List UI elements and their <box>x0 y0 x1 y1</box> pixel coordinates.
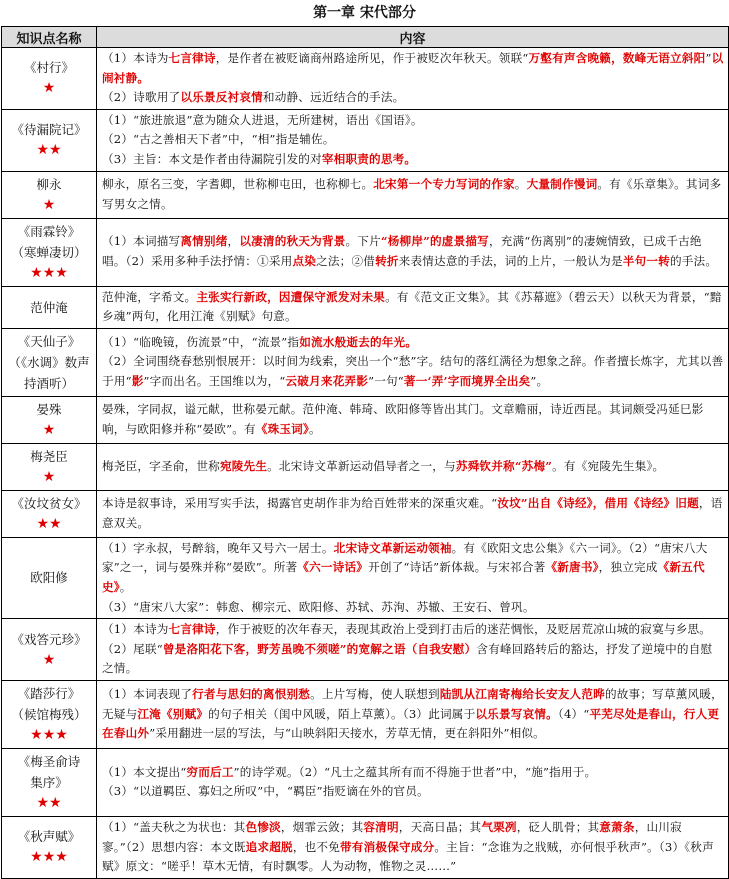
topic-name: 《汝坟贫女》 <box>11 495 87 511</box>
highlighted-text: 苏舜钦并称“苏梅” <box>455 458 553 473</box>
content-text: 开创了“诗话”新体裁。与宋祁合著 <box>368 560 546 575</box>
content-text: ”字而出名。王国维以为，“ <box>143 374 286 389</box>
topic-name-cell <box>2 490 97 537</box>
topic-name: 《秋声赋》 <box>17 829 81 845</box>
content-text: ，烟霏云敛；其 <box>280 819 364 834</box>
topic-name: （《水调》数声持酒听） <box>8 354 90 391</box>
content-text: 梅尧臣，字圣俞，世称 <box>102 458 220 473</box>
topic-name: 《待漏院记》 <box>11 122 87 138</box>
topic-name-cell <box>2 218 97 286</box>
content-text: 的手法。 <box>669 254 718 269</box>
content-text: ，独立完成 <box>598 560 658 575</box>
content-text: ，天高日晶；其 <box>398 819 482 834</box>
content-text: （3）“以道羁臣、寡妇之所叹”中，“羁臣”指贬谪在外的官员。 <box>102 784 429 799</box>
content-text: 。 <box>514 176 527 191</box>
content-text: （1）本词表现了 <box>102 687 193 702</box>
content-text: 。有《欧阳文忠公集》《六一词》。（2）“唐宋八大家”之一，词与晏殊并称“晏欧”。所著 <box>102 540 708 575</box>
content-text: 。有《宛陵先生集》。 <box>552 458 665 473</box>
highlighted-text: 《新五代史》 <box>102 560 705 594</box>
content-text: （4）“ <box>557 706 590 721</box>
topic-name-cell <box>2 537 97 618</box>
highlighted-text: 曾是洛阳花下客，野芳虽晚不须嗟”的宽解之语（自我安慰） <box>162 641 477 656</box>
highlighted-text: 《珠玉词》 <box>255 421 309 436</box>
knowledge-table <box>1 26 729 879</box>
importance-stars: ★★ <box>36 142 62 159</box>
content-text: （2）“古之善相天下者”中，“相”指是辅佐。 <box>102 132 335 147</box>
content-text: 本诗是叙事诗，采用写实手法，揭露官吏胡作非为给百姓带来的深重灾难。“ <box>102 496 498 511</box>
content-paragraph <box>102 88 724 108</box>
table-row <box>2 218 729 286</box>
topic-name: 《戏答元珍》 <box>11 631 87 647</box>
content-paragraph <box>102 111 724 131</box>
highlighted-text: 气栗冽 <box>481 819 517 834</box>
table-row <box>2 396 729 443</box>
table-row <box>2 443 729 490</box>
content-text: ，语意双关。 <box>102 496 723 530</box>
topic-name: 《天仙子》 <box>17 333 81 349</box>
importance-stars: ★ <box>42 421 56 438</box>
content-paragraph <box>102 400 724 439</box>
content-cell <box>97 109 729 171</box>
highlighted-text: 离情别绪 <box>180 234 228 249</box>
content-text: 的句子相关（闺中风暖，陌上草薰）。（3）此词属于 <box>208 706 476 721</box>
content-text: ， <box>227 234 240 249</box>
content-text: （1）本诗为 <box>102 622 169 637</box>
content-paragraph <box>102 685 724 744</box>
content-paragraph <box>102 494 724 533</box>
highlighted-text: 宰相职责的思考。 <box>321 151 417 166</box>
table-row <box>2 816 729 878</box>
content-cell <box>97 328 729 396</box>
importance-stars: ★★★ <box>30 849 68 866</box>
highlighted-text: 影 <box>131 374 144 389</box>
highlighted-text: 七言律诗 <box>168 622 216 637</box>
content-cell <box>97 286 729 328</box>
importance-stars: ★ <box>42 468 56 485</box>
topic-name: 柳永 <box>36 176 62 192</box>
content-text: ”。 <box>530 374 549 389</box>
importance-stars: ★★★ <box>30 726 68 743</box>
topic-name: （寒蝉凄切） <box>11 244 87 260</box>
content-text: （1）“盖夫秋之为状也：其 <box>102 819 246 834</box>
content-paragraph <box>102 49 724 88</box>
content-cell <box>97 48 729 110</box>
content-text: ，山川寂寥。”（2）思想内容：本文既 <box>102 819 682 854</box>
content-cell <box>97 816 729 878</box>
highlighted-text: 主张实行新政，因遭保守派发对未果 <box>196 289 386 304</box>
importance-stars: ★ <box>42 80 56 97</box>
content-text: 。有《范文正文集》。其《苏幕遮》（碧云天）以秋天为背景，“黯乡魂”两句，化用江淹《别赋》句意。 <box>102 289 722 324</box>
highlighted-text: 七言律诗 <box>168 51 216 65</box>
topic-name: 范仲淹 <box>30 299 68 315</box>
table-row <box>2 680 729 748</box>
topic-name-cell <box>2 48 97 110</box>
importance-stars: ★★ <box>36 794 62 811</box>
content-cell <box>97 619 729 681</box>
content-text: 来表情达意的手法，词的上片，一般认为是 <box>398 254 623 269</box>
content-text: （1）“旅进旅退”意为随众人进退，无所建树，语出《国语》。 <box>102 112 423 127</box>
highlighted-text: 带有消极保守成分 <box>340 839 435 854</box>
highlighted-text: 追求超脱 <box>245 839 293 854</box>
content-text: （1）本词描写 <box>102 234 181 249</box>
highlighted-text: 穷而后工 <box>186 764 234 779</box>
content-cell <box>97 443 729 490</box>
header-content: 内容 <box>97 27 729 48</box>
topic-name: 集序》 <box>30 774 68 790</box>
highlighted-text: 以乐景反衬哀情 <box>180 90 263 105</box>
highlighted-text: 以乐景写哀情。 <box>475 706 558 721</box>
topic-name-cell <box>2 443 97 490</box>
content-paragraph <box>102 232 724 271</box>
highlighted-text: 宛陵先生 <box>219 458 268 473</box>
topic-name-cell <box>2 286 97 328</box>
table-row <box>2 286 729 328</box>
highlighted-text: 以凄清的秋天为背景 <box>239 234 346 249</box>
content-text: 。北宋诗文革新运动倡导者之一，与 <box>267 458 456 473</box>
table-row <box>2 109 729 171</box>
highlighted-text: 北宋诗文革新运动领袖 <box>333 540 452 555</box>
highlighted-text: 云破月来花弄影 <box>285 374 369 389</box>
topic-name: 《雨霖铃》 <box>17 223 81 239</box>
topic-name-cell <box>2 816 97 878</box>
topic-name: 晏殊 <box>36 401 62 417</box>
content-paragraph <box>102 620 724 679</box>
content-text: （3）“唐宋八大家”：韩愈、柳宗元、欧阳修、苏轼、苏洵、苏辙、王安石、曾巩。 <box>102 599 535 614</box>
content-text: 晏殊，字同叔，谥元献，世称晏元献。范仲淹、韩琦、欧阳修等皆出其门。文章赡丽，诗近西昆。其词颇受冯延巳影响，与欧阳修并称“晏欧”。有 <box>102 402 704 436</box>
content-paragraph <box>102 598 724 618</box>
highlighted-text: 著一‘弄’字而境界全出矣 <box>403 374 531 389</box>
content-paragraph <box>102 288 724 327</box>
chapter-title: 第一章 宋代部分 <box>313 5 416 21</box>
content-text: ，充满“伤离别”的凄婉情致，已成千古绝唱。（2）采用多种手法抒情：①采用 <box>102 234 702 269</box>
content-text: （1）本文提出“ <box>102 764 187 779</box>
content-cell <box>97 171 729 218</box>
content-paragraph <box>102 175 724 214</box>
highlighted-text: 点染 <box>292 254 317 269</box>
content-cell <box>97 490 729 537</box>
content-text: 和动静、远近结合的手法。 <box>262 90 405 105</box>
importance-stars: ★★ <box>36 515 62 532</box>
content-paragraph <box>102 457 724 477</box>
content-text: （1）本诗为 <box>102 51 169 65</box>
content-cell <box>97 218 729 286</box>
highlighted-text: 半句一转 <box>622 254 670 269</box>
content-paragraph <box>102 130 724 150</box>
highlighted-text: “杨柳岸”的虚景描写 <box>380 234 489 249</box>
content-text: 之法；②借 <box>316 254 376 269</box>
table-row <box>2 171 729 218</box>
content-text: ”一句“ <box>368 374 404 389</box>
highlighted-text: 汝坟”出自《诗经》，借用《诗经》旧题 <box>497 496 699 511</box>
content-text: ” <box>705 51 712 65</box>
content-text: 范仲淹，字希文。 <box>102 289 197 304</box>
content-text: ”的诗学观。（2）“凡士之蕴其所有而不得施于世者”中，“施”指用于。 <box>233 764 597 779</box>
importance-stars: ★ <box>42 651 56 668</box>
highlighted-text: 转折 <box>375 254 399 269</box>
content-text: 。下片 <box>345 234 381 249</box>
highlighted-text: 《新唐书》 <box>545 560 599 575</box>
content-text: 。主旨：“念谁为之戕贼，亦何恨乎秋声”。（3）《秋声赋》原文：“嗟乎！草木无情，有时飘零。人为动物，惟物之灵……” <box>102 839 714 874</box>
importance-stars: ★ <box>42 196 56 213</box>
table-row <box>2 48 729 110</box>
content-cell <box>97 537 729 618</box>
table-header-row <box>2 27 729 48</box>
highlighted-text: 大量制作慢词 <box>526 176 598 191</box>
topic-name: 《踏莎行》 <box>17 685 81 701</box>
content-text: （1）“临晚镜，伤流景”中，“流景”指 <box>102 334 300 349</box>
topic-name: 梅尧臣 <box>30 448 68 464</box>
highlighted-text: 色惨淡 <box>245 819 281 834</box>
highlighted-text: 陆凯从江南寄梅给长安友人范晔 <box>439 687 605 702</box>
highlighted-text: 以闹衬静。 <box>102 51 724 85</box>
content-cell <box>97 748 729 816</box>
content-text: 。有《乐章集》。其词多写男女之情。 <box>102 176 722 211</box>
content-paragraph <box>102 782 724 802</box>
topic-name: 《梅圣俞诗 <box>17 753 81 769</box>
table-body <box>2 48 729 879</box>
highlighted-text: 如流水般逝去的年光。 <box>299 334 418 349</box>
content-text: ”采用翻进一层的写法，与“山映斜阳天接水，芳草无情，更在斜阳外”相似。 <box>149 726 545 741</box>
highlighted-text: 北宋第一个专力写词的作家 <box>373 176 515 191</box>
table-row <box>2 748 729 816</box>
topic-name-cell <box>2 109 97 171</box>
content-text: 。上片写梅，使人联想到 <box>310 687 440 702</box>
table-row <box>2 537 729 618</box>
content-cell <box>97 396 729 443</box>
content-text: ，是作者在被贬谪商州路途所见，作于被贬次年秋天。领联“ <box>215 51 529 65</box>
content-paragraph <box>102 352 724 391</box>
highlighted-text: 意萧条 <box>599 819 635 834</box>
content-paragraph <box>102 818 724 877</box>
content-text: （2）诗歌用了 <box>102 90 181 105</box>
topic-name-cell <box>2 748 97 816</box>
topic-name: 欧阳修 <box>30 570 68 586</box>
topic-name: （候馆梅残） <box>11 706 87 722</box>
highlighted-text: 江淹《别赋》 <box>137 706 209 721</box>
highlighted-text: 《六一诗话》 <box>297 560 369 575</box>
content-text: （2）全词围绕春愁别恨展开：以时间为线索，突出一个“愁”字。结句的落红满径为想象之辞。作者擅长炼字，尤其以善于用“ <box>102 354 724 389</box>
table-row <box>2 490 729 537</box>
highlighted-text: 行者与思妇的离恨别愁 <box>192 687 311 702</box>
highlighted-text: 容清明 <box>363 819 399 834</box>
content-text: （1）字永叔，号醉翁，晚年又号六一居士。 <box>102 540 334 555</box>
content-text: ，作于被贬的次年春天，表现其政治上受到打击后的迷茫惆怅，及贬居荒凉山城的寂寞与乡思。（2）尾联“ <box>102 622 712 656</box>
content-text: 柳永，原名三变，字耆卿，世称柳屯田，也称柳七。 <box>102 176 374 191</box>
content-text: 含有峰回路转后的豁达，抒发了逆境中的自慰之情。 <box>102 641 713 676</box>
topic-name-cell <box>2 680 97 748</box>
content-paragraph <box>102 150 724 170</box>
highlighted-text: 万壑有声含晚籁，数峰无语立斜阳 <box>528 51 706 65</box>
content-text: （3）主旨：本文是作者由待漏院引发的对 <box>102 151 322 166</box>
content-paragraph <box>102 763 724 783</box>
topic-name-cell <box>2 171 97 218</box>
highlighted-text: 平芜尽处是春山，行人更在春山外 <box>102 706 720 741</box>
content-paragraph <box>102 333 724 353</box>
content-text: ，也不免 <box>292 839 341 854</box>
content-text: ，砭人肌骨；其 <box>516 819 600 834</box>
content-paragraph <box>102 539 724 598</box>
importance-stars: ★★★ <box>30 264 68 281</box>
table-row <box>2 619 729 681</box>
content-text: 的故事；写草薰风暖，无疑与 <box>102 687 723 721</box>
header-name: 知识点名称 <box>2 27 97 48</box>
table-row <box>2 328 729 396</box>
topic-name-cell <box>2 619 97 681</box>
content-text: 。 <box>119 579 132 594</box>
topic-name-cell <box>2 328 97 396</box>
content-cell <box>97 680 729 748</box>
topic-name: 《村行》 <box>23 60 74 76</box>
topic-name-cell <box>2 396 97 443</box>
content-text: 。 <box>308 421 321 436</box>
